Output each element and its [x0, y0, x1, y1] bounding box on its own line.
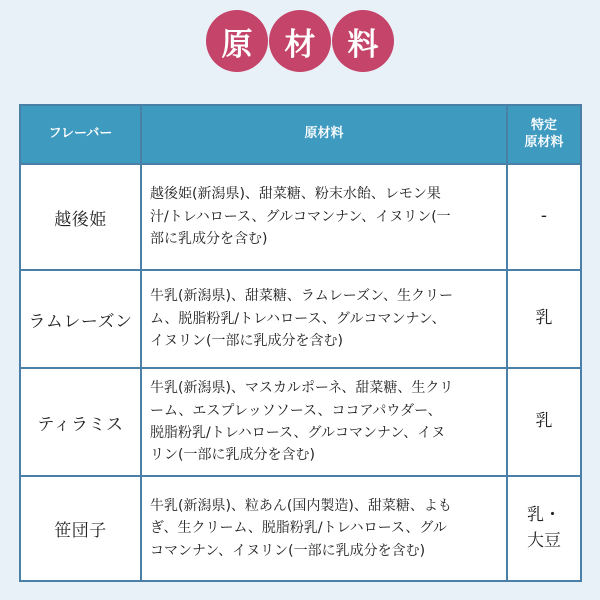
flavor-cell: 笹団子 [21, 476, 141, 580]
table-row [21, 476, 580, 580]
ingredients-cell: 牛乳(新潟県)、粒あん(国内製造)、甜菜糖、よも ぎ、生クリーム、脱脂粉乳/トレハロース、グル コマンナン、イヌリン(一部に乳成分を含む) [141, 476, 507, 580]
header-flavor: フレーバー [21, 106, 141, 164]
table-row [21, 164, 580, 270]
title-char: 原 [208, 12, 266, 70]
table-row [21, 270, 580, 368]
ingredients-cell: 牛乳(新潟県)、マスカルポーネ、甜菜糖、生クリ ーム、エスプレッソソース、ココアパウダー、 脱脂粉乳/トレハロース、グルコマンナン、イヌ リン(一部に乳成分を含む) [141, 368, 507, 476]
table-header-row [21, 106, 580, 164]
flavor-cell: 越後姫 [21, 164, 141, 270]
table-row [21, 368, 580, 476]
ingredients-table-container [19, 104, 582, 582]
flavor-cell: ティラミス [21, 368, 141, 476]
allergen-cell: 乳 [507, 368, 580, 476]
title-char: 材 [271, 12, 329, 70]
ingredients-table [21, 106, 580, 580]
title-char: 料 [334, 12, 392, 70]
header-allergen [507, 106, 580, 164]
allergen-cell: - [507, 164, 580, 270]
header-allergen-line2: 原材料 [524, 134, 564, 150]
ingredients-cell: 牛乳(新潟県)、甜菜糖、ラムレーズン、生クリー ム、脱脂粉乳/トレハロース、グルコマンナン、 イヌリン(一部に乳成分を含む) [141, 270, 507, 368]
page-title [208, 12, 392, 70]
ingredients-cell: 越後姫(新潟県)、甜菜糖、粉末水飴、レモン果 汁/トレハロース、グルコマンナン、イヌリン(一 部に乳成分を含む) [141, 164, 507, 270]
title-area [0, 12, 600, 70]
header-allergen-line1: 特定 [530, 117, 557, 133]
allergen-cell: 乳・ 大豆 [527, 505, 561, 551]
header-ingredients: 原材料 [141, 106, 507, 164]
allergen-cell: 乳 [507, 270, 580, 368]
flavor-cell: ラムレーズン [21, 270, 141, 368]
